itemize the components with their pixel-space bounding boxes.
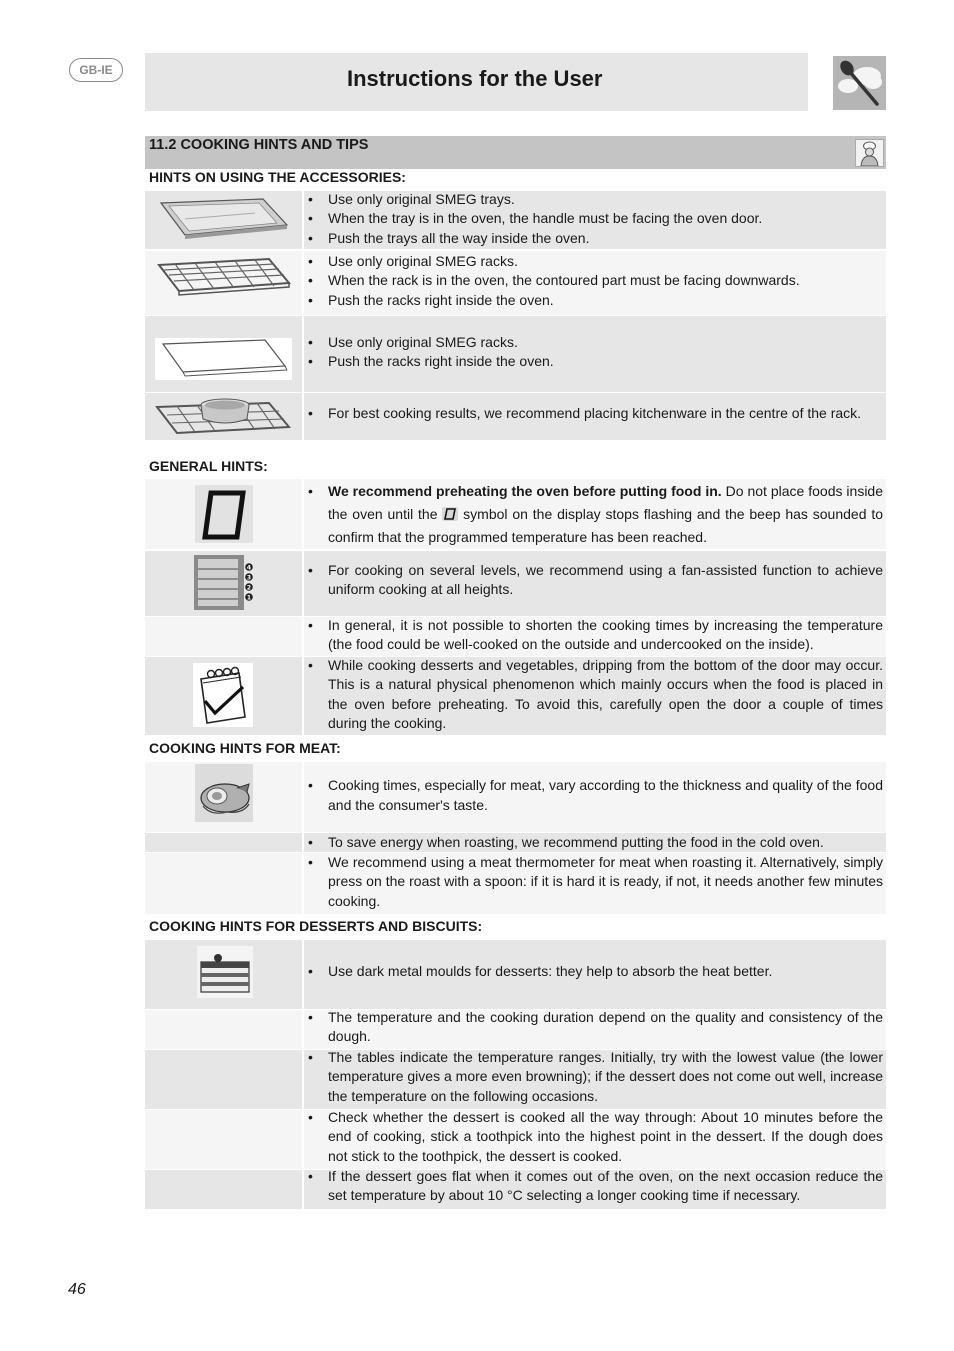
list-item: • The tables indicate the temperature ranges. Initially, try with the lowest value (the lower temperature gives a more even browning); if the dessert does not come out well, increase the temperature on the following occasions. <box>303 1048 883 1106</box>
list-item: • The temperature and the cooking duration depend on the quality and consistency of the dough. <box>303 1008 883 1047</box>
meat-row-2 <box>145 833 886 852</box>
preheat-bold-text: We recommend preheating the oven before putting food in. <box>328 483 722 499</box>
list-item <box>303 480 883 549</box>
level-number: 4 <box>246 564 252 572</box>
accessory-row-rack-pan <box>145 393 886 440</box>
dessert-row-4 <box>145 1110 886 1169</box>
heading-general: GENERAL HINTS: <box>149 458 268 474</box>
page-number: 46 <box>68 1281 86 1298</box>
list-item: • Use dark metal moulds for desserts: they help to absorb the heat better. <box>303 962 883 981</box>
list-item: • Use only original SMEG trays. <box>303 190 883 209</box>
general-row-preheat <box>145 479 886 549</box>
list-item: • When the rack is in the oven, the contoured part must be facing downwards. <box>303 271 883 290</box>
list-item: • Use only original SMEG racks. <box>303 252 883 271</box>
list-item: • In general, it is not possible to shorten the cooking times by increasing the temperature (the food could be well-cooked on the outside and undercooked on the inside). <box>303 616 883 655</box>
heading-meat: COOKING HINTS FOR MEAT: <box>149 740 341 756</box>
list-item: • Use only original SMEG racks. <box>303 333 883 352</box>
level-number: 1 <box>246 594 252 602</box>
flat-rack-icon <box>145 316 302 392</box>
roast-meat-icon <box>145 762 302 832</box>
list-item: • When the tray is in the oven, the handle must be facing the oven door. <box>303 209 883 228</box>
preheat-text-before: Do not place foods inside the oven until the <box>328 483 883 522</box>
general-row-shorten <box>145 617 886 656</box>
level-number: 3 <box>246 574 252 582</box>
spoon-chef-hat-icon <box>833 56 886 110</box>
heading-accessories: HINTS ON USING THE ACCESSORIES: <box>149 169 406 185</box>
cake-slice-icon <box>145 940 302 1009</box>
general-row-levels <box>145 551 886 616</box>
rack-with-pan-icon <box>145 393 302 440</box>
list-item: • Push the racks right inside the oven. <box>303 352 883 371</box>
document-title: Instructions for the User <box>347 66 603 91</box>
meat-row-1 <box>145 762 886 832</box>
display-zero-icon <box>442 507 458 521</box>
dessert-row-5 <box>145 1170 886 1209</box>
dessert-row-3 <box>145 1050 886 1109</box>
dessert-row-1 <box>145 940 886 1009</box>
list-item: • While cooking desserts and vegetables, dripping from the bottom of the door may occur. This is a natural physical phenomenon which mainly occurs when the food is placed in the oven before preheating. To avoid this, carefully open the door a couple of times during the cooking. <box>303 656 883 733</box>
display-zero-icon <box>145 479 302 549</box>
level-number: 2 <box>246 584 252 592</box>
general-row-dripping <box>145 657 886 735</box>
tray-icon <box>145 191 302 249</box>
list-item: • For best cooking results, we recommend placing kitchenware in the centre of the rack. <box>303 404 883 423</box>
list-item: • We recommend using a meat thermometer for meat when roasting it. Alternatively, simply press on the roast with a spoon: if it is hard it is ready, if not, it needs another few minutes cooking. <box>303 853 883 911</box>
dessert-row-2 <box>145 1010 886 1049</box>
list-item: • For cooking on several levels, we recommend using a fan-assisted function to achieve uniform cooking at all heights. <box>303 561 883 600</box>
list-item: • Push the trays all the way inside the oven. <box>303 229 883 248</box>
notepad-check-icon <box>145 657 302 735</box>
region-badge: GB-IE <box>69 58 123 82</box>
meat-row-3 <box>145 853 886 914</box>
list-item: • Push the racks right inside the oven. <box>303 291 883 310</box>
heading-desserts: COOKING HINTS FOR DESSERTS AND BISCUITS: <box>149 918 483 934</box>
list-item: • Check whether the dessert is cooked all the way through: About 10 minutes before the end of cooking, stick a toothpick into the highest point in the dessert. If the dough does not stick to the toothpick, the dessert is cooked. <box>303 1108 883 1166</box>
list-item: • If the dessert goes flat when it comes out of the oven, on the next occasion reduce the set temperature by about 10 °C selecting a longer cooking time if necessary. <box>303 1167 883 1206</box>
preheat-text-after: symbol on the display stops flashing and the beep has sounded to confirm that the programmed temperature has been reached. <box>328 506 884 545</box>
list-item: • Cooking times, especially for meat, vary according to the thickness and quality of the food and the consumer's taste. <box>303 775 883 815</box>
chef-icon <box>855 139 884 167</box>
accessory-row-rack <box>145 251 886 315</box>
rack-icon <box>145 251 302 315</box>
oven-levels-icon <box>145 551 302 616</box>
list-item: • To save energy when roasting, we recommend putting the food in the cold oven. <box>303 833 883 852</box>
section-title: 11.2 COOKING HINTS AND TIPS <box>149 137 369 153</box>
accessory-row-tray <box>145 191 886 249</box>
accessory-row-flat-rack <box>145 316 886 392</box>
